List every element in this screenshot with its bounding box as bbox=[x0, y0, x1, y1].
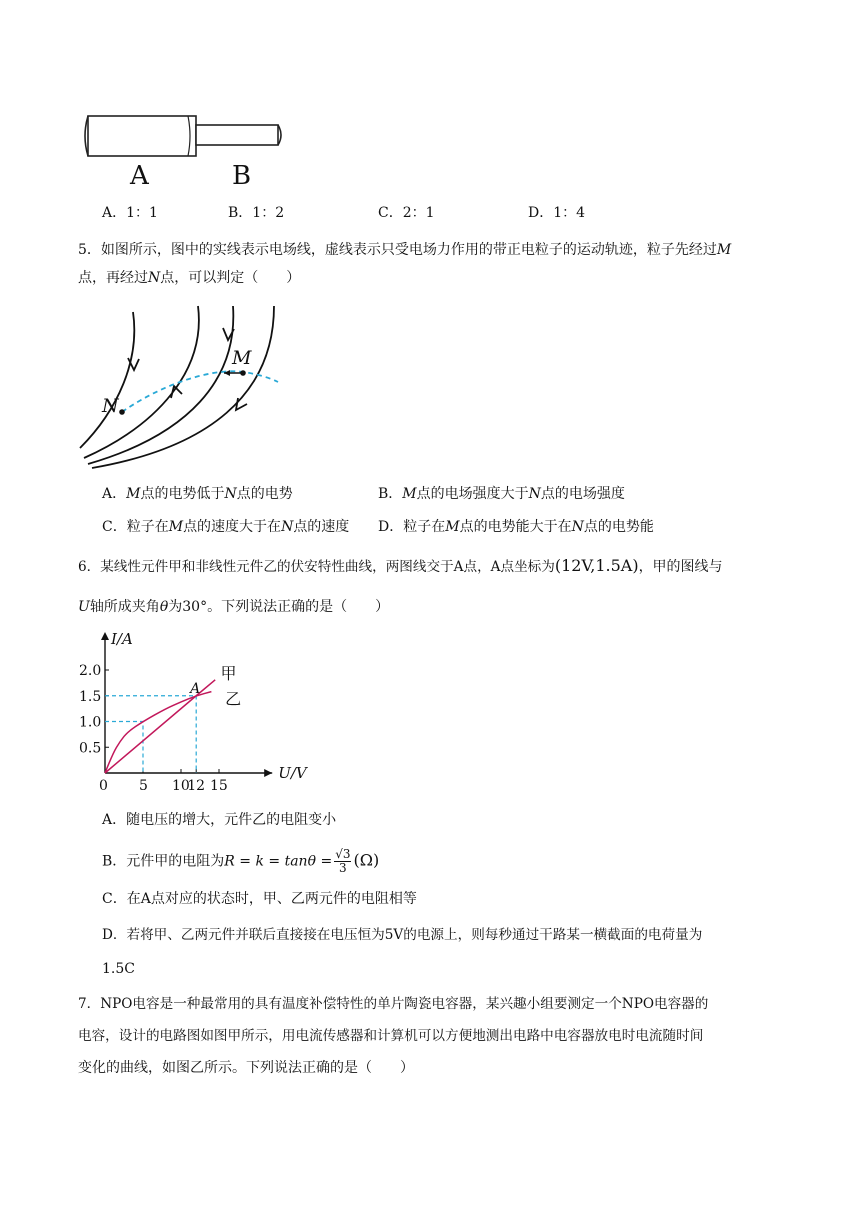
q6-stem-line2 bbox=[78, 597, 389, 617]
q5-stem-line1 bbox=[78, 240, 731, 260]
q5-option-d[interactable] bbox=[378, 517, 654, 537]
field-line-3 bbox=[88, 306, 233, 464]
x-axis-arrow bbox=[264, 769, 272, 777]
q6-option-d[interactable] bbox=[102, 925, 702, 945]
x-tick-label: 12 bbox=[187, 778, 206, 794]
q4-option-a[interactable]: A．1：1 bbox=[102, 205, 158, 221]
x-tick-label: 15 bbox=[210, 778, 228, 794]
text-run: B． bbox=[378, 486, 403, 502]
q4-option-c[interactable]: C．2：1 bbox=[378, 205, 435, 221]
q5-option-c[interactable] bbox=[102, 517, 349, 537]
series-label: 甲 bbox=[220, 664, 237, 684]
rod-figure bbox=[80, 110, 290, 190]
text-run: 为30°。下列说法正确的是（ ） bbox=[168, 599, 390, 615]
q7-stem-line3: 变化的曲线，如图乙所示。下列说法正确的是（ ） bbox=[78, 1060, 414, 1076]
text-run: 点，再经过 bbox=[78, 270, 148, 286]
text-run: 点的速度 bbox=[293, 519, 350, 535]
rod-a-body bbox=[88, 116, 196, 156]
q6-option-d-line1: D．若将甲、乙两元件并联后直接接在电压恒为5V的电源上，则每秒通过干路某一横截面的电荷量为 bbox=[102, 927, 703, 943]
q4-option-d[interactable]: D．1：4 bbox=[528, 205, 586, 221]
text-run: 点的电势能 bbox=[583, 519, 654, 535]
q6-stem-text: 6．某线性元件甲和非线性元件乙的伏安特性曲线，两图线交于A点，A点坐标为 bbox=[78, 559, 555, 575]
label-n: N bbox=[102, 395, 119, 417]
text-run: 轴所成夹角 bbox=[89, 599, 160, 615]
point-m bbox=[240, 370, 246, 376]
iv-chart bbox=[78, 628, 307, 794]
point-a-label: A bbox=[190, 680, 201, 697]
q6-coord: (12V,1.5A) bbox=[554, 556, 639, 575]
y-tick-label: 2.0 bbox=[79, 663, 102, 679]
text-run: 点的电势低于 bbox=[140, 486, 225, 502]
y-tick-label: 0.5 bbox=[79, 740, 102, 757]
q4-option-b[interactable]: B．1：2 bbox=[228, 205, 285, 221]
q5-option-b[interactable] bbox=[378, 484, 625, 504]
point-n bbox=[119, 409, 125, 415]
text-run: 点的电势能大于在 bbox=[459, 519, 572, 535]
x-tick-label: 5 bbox=[139, 778, 148, 794]
trajectory-dashed bbox=[122, 371, 278, 412]
variable-symbol: M bbox=[126, 486, 141, 502]
series-label: 乙 bbox=[225, 689, 242, 709]
q6-option-b[interactable] bbox=[102, 848, 379, 875]
q6-option-a[interactable]: A．随电压的增大，元件乙的电阻变小 bbox=[102, 812, 337, 828]
variable-symbol: M bbox=[445, 519, 460, 535]
q6-option-b-formula: R = k = tanθ = bbox=[224, 853, 333, 870]
field-line-arrow-2 bbox=[171, 386, 182, 398]
q6-stem-post: ，甲的图线与 bbox=[638, 559, 723, 575]
rod-label-a: A bbox=[130, 161, 149, 191]
text-run: 点，可以判定（ ） bbox=[160, 270, 301, 286]
field-lines-figure bbox=[78, 300, 288, 470]
variable-symbol: θ bbox=[159, 599, 169, 615]
x-tick-label: 0 bbox=[99, 778, 108, 794]
variable-symbol: N bbox=[148, 270, 161, 286]
rod-label-b: B bbox=[232, 161, 252, 191]
x-axis-label: U/V bbox=[278, 764, 307, 782]
x-tick-label: 10 bbox=[172, 778, 190, 794]
text-run: 点的速度大于在 bbox=[183, 519, 282, 535]
field-line-arrow-4 bbox=[236, 398, 247, 410]
guide-dashed bbox=[105, 722, 143, 774]
variable-symbol: N bbox=[571, 519, 584, 535]
variable-symbol: M bbox=[402, 486, 417, 502]
fraction-numerator: √3 bbox=[335, 847, 351, 861]
y-tick-label: 1.5 bbox=[79, 688, 102, 705]
series-line bbox=[105, 692, 211, 773]
text-run: D．粒子在 bbox=[378, 519, 446, 535]
fraction-denominator: 3 bbox=[339, 861, 347, 875]
q6-option-d-line2: 1.5C bbox=[102, 961, 135, 977]
q7-stem-line1: 7．NPO电容是一种最常用的具有温度补偿特性的单片陶瓷电容器，某兴趣小组要测定一个NPO电容器的 bbox=[78, 996, 709, 1012]
q5-option-a[interactable] bbox=[102, 484, 293, 504]
field-line-4 bbox=[92, 306, 274, 468]
y-axis-label: I/A bbox=[111, 630, 133, 648]
q5-stem-line2 bbox=[78, 268, 300, 288]
variable-symbol: N bbox=[224, 486, 237, 502]
variable-symbol: N bbox=[528, 486, 541, 502]
variable-symbol: U bbox=[78, 599, 90, 615]
label-m: M bbox=[232, 347, 252, 369]
field-line-1 bbox=[80, 312, 134, 448]
q6-stem-line1 bbox=[78, 556, 723, 577]
text-run: 点的电场强度 bbox=[540, 486, 625, 502]
text-run: A． bbox=[102, 486, 127, 502]
text-run: C．粒子在 bbox=[102, 519, 169, 535]
variable-symbol: N bbox=[281, 519, 294, 535]
q7-stem-line2: 电容，设计的电路图如图甲所示，用电流传感器和计算机可以方便地测出电路中电容器放电时电流随时间 bbox=[78, 1028, 704, 1044]
rod-b-body bbox=[196, 125, 278, 145]
y-tick-label: 1.0 bbox=[79, 714, 102, 731]
text-run: 点的电场强度大于 bbox=[416, 486, 529, 502]
q6-option-c[interactable]: C．在A点对应的状态时，甲、乙两元件的电阻相等 bbox=[102, 891, 417, 907]
q6-option-b-fraction bbox=[334, 848, 351, 875]
q6-option-b-unit: (Ω) bbox=[353, 850, 380, 870]
q5-stem-text: 5．如图所示，图中的实线表示电场线，虚线表示只受电场力作用的带正电粒子的运动轨迹，粒子先经过 bbox=[78, 242, 717, 258]
text-run: 点的电势 bbox=[236, 486, 293, 502]
variable-symbol: M bbox=[168, 519, 184, 535]
q6-option-b-text: B．元件甲的电阻为 bbox=[102, 853, 225, 870]
q5-stem-var: M bbox=[716, 242, 732, 258]
y-axis-arrow bbox=[101, 632, 109, 640]
